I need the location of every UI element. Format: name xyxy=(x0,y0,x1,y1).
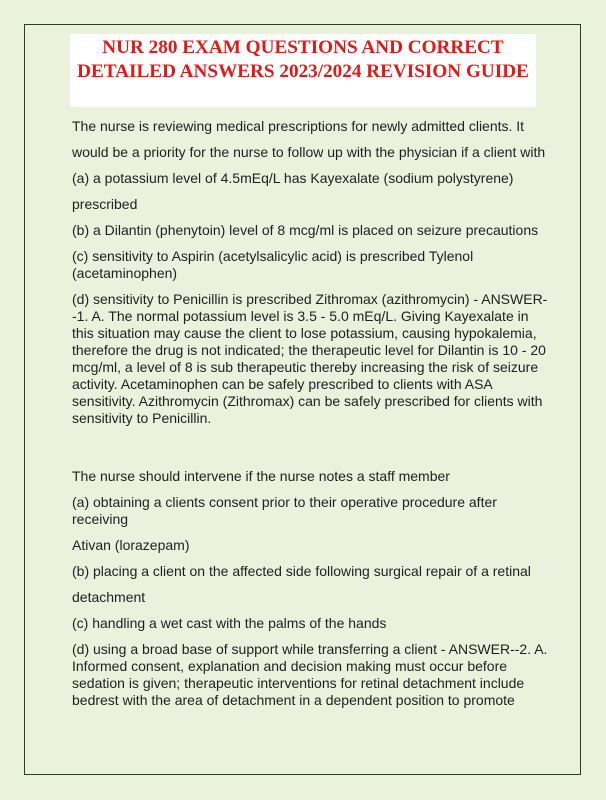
document-title: NUR 280 EXAM QUESTIONS AND CORRECT DETAILED ANSWERS 2023/2024 REVISION GUIDE xyxy=(70,34,536,107)
body-paragraph: (a) obtaining a clients consent prior to their operative procedure after receiving xyxy=(72,494,497,527)
body-paragraph: (d) using a broad base of support while transferring a client - ANSWER--2. A. Informed consent, explanation and decision making must occur before sedation is given; therapeutic interventions for retinal detachment include bedrest with the area of detachment in a dependent position to promote xyxy=(72,641,548,708)
body-paragraph: would be a priority for the nurse to follow up with the physician if a client with xyxy=(72,144,546,160)
body-paragraph: (c) sensitivity to Aspirin (acetylsalicylic acid) is prescribed Tylenol (acetaminophen) xyxy=(72,248,474,281)
body-paragraph: Ativan (lorazepam) xyxy=(72,537,190,553)
body-paragraph: detachment xyxy=(72,589,146,605)
body-paragraph: (c) handling a wet cast with the palms of the hands xyxy=(72,615,387,631)
body-paragraph: The nurse is reviewing medical prescriptions for newly admitted clients. It xyxy=(72,118,525,134)
body-paragraph: The nurse should intervene if the nurse notes a staff member xyxy=(72,468,450,484)
body-paragraph: prescribed xyxy=(72,196,138,212)
body-paragraph: (a) a potassium level of 4.5mEq/L has Kayexalate (sodium polystyrene) xyxy=(72,170,514,186)
body-paragraph: (d) sensitivity to Penicillin is prescribed Zithromax (azithromycin) - ANSWER--1. A. The normal potassium level is 3.5 - 5.0 mEq/L. Giving Kayexalate in this situation may cause the client to lose potassium, causing hypokalemia, therefore the drug is not indicated; the therapeutic level for Dilantin is 10 - 20 mcg/ml, a level of 8 is sub therapeutic thereby increasing the risk of seizure activity. Acetaminophen can be safely prescribed to clients with ASA sensitivity. Azithromycin (Zithromax) can be safely prescribed for clients with sensitivity to Penicillin. xyxy=(72,291,548,426)
body-paragraph: (b) placing a client on the affected side following surgical repair of a retinal xyxy=(72,563,531,579)
body-paragraph: (b) a Dilantin (phenytoin) level of 8 mcg/ml is placed on seizure precautions xyxy=(72,222,539,238)
document-body xyxy=(72,118,550,709)
